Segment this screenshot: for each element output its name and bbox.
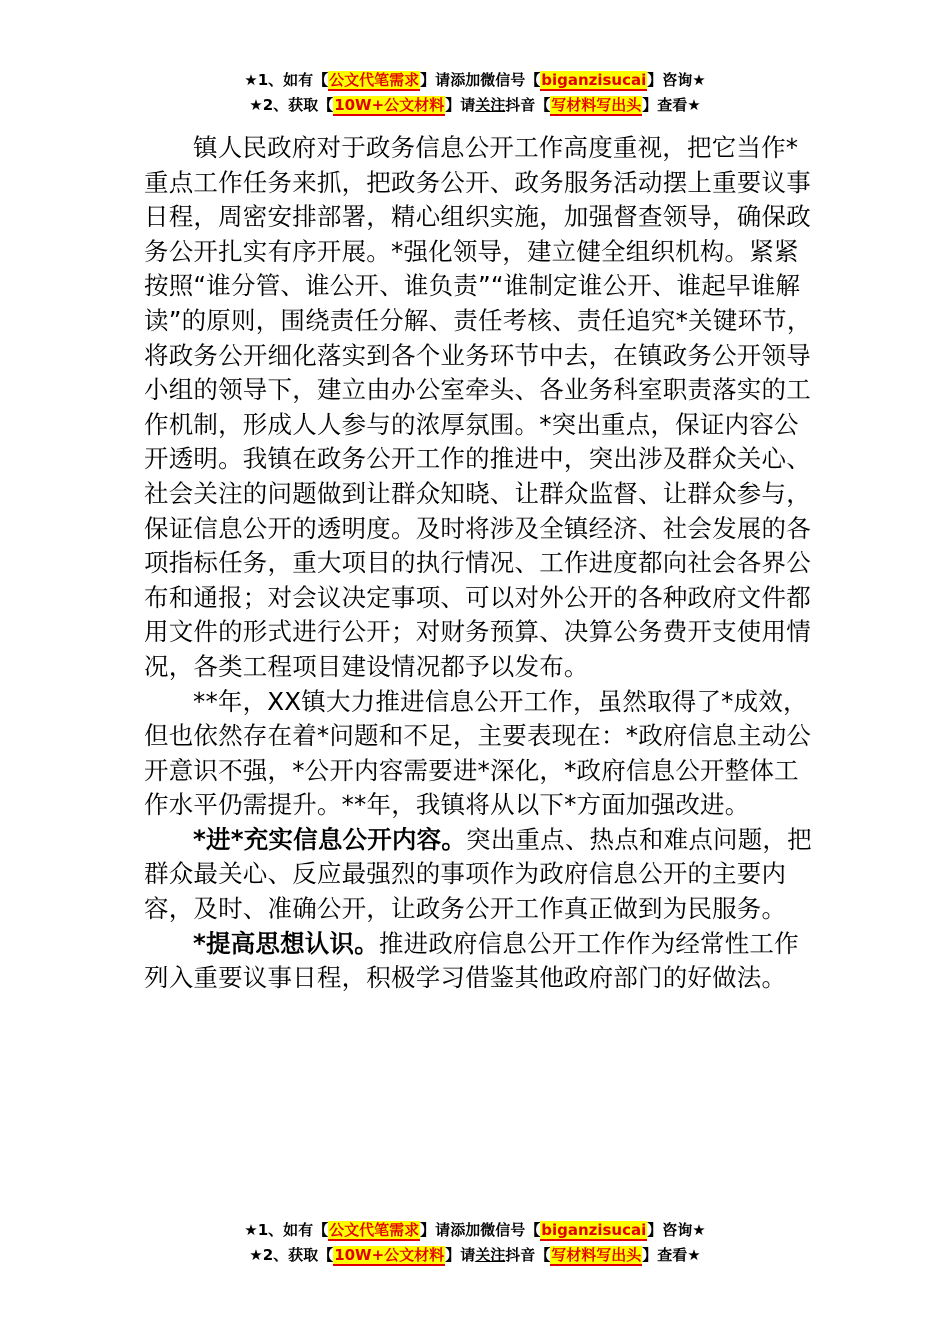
banner-text: 】请 bbox=[420, 71, 451, 89]
footer-banner bbox=[0, 1218, 950, 1268]
banner-text: 】查看★ bbox=[642, 1246, 701, 1264]
banner-text: ★1、如有【 bbox=[244, 71, 329, 89]
banner-highlight: 写材料写出头 bbox=[551, 1246, 642, 1264]
banner-highlight: 公文代笔需求 bbox=[329, 71, 420, 89]
banner-text: 】请 bbox=[420, 1221, 451, 1239]
paragraph bbox=[144, 927, 812, 996]
banner-highlight: 10W+公文材料 bbox=[334, 96, 445, 114]
banner-text: 】咨询★ bbox=[647, 1221, 706, 1239]
paragraph bbox=[144, 823, 812, 927]
banner-text: 】请 bbox=[445, 96, 476, 114]
banner-text: 】查看★ bbox=[642, 96, 701, 114]
paragraph-text: 突出重点、热点和难点问题，把群众最关心、反应最强烈的事项作为政府信息公开的主要内容，及时、准确公开，让政务公开工作真正做到为民服务。 bbox=[144, 824, 812, 924]
banner-text: 微信号【 bbox=[480, 71, 541, 89]
paragraph-text: 推进政府信息公开工作作为经常性工作列入重要议事日程，积极学习借鉴其他政府部门的好做法。 bbox=[144, 928, 799, 993]
paragraph: **年，XX镇大力推进信息公开工作，虽然取得了*成效，但也依然存在着*问题和不足，主要表现在：*政府信息主动公开意识不强，*公开内容需要进*深化，*政府信息公开整体工作水平仍需提升。**年，我镇将从以下*方面加强改进。 bbox=[144, 686, 812, 820]
banner-line-1 bbox=[0, 1218, 950, 1243]
banner-line-1 bbox=[0, 68, 950, 93]
paragraph-heading: *进*充实信息公开内容。 bbox=[193, 824, 467, 854]
paragraph-heading: *提高思想认识。 bbox=[193, 928, 379, 958]
paragraph: 镇人民政府对于政务信息公开工作高度重视，把它当作*重点工作任务来抓，把政务公开、政务服务活动摆上重要议事日程，周密安排部署，精心组织实施，加强督查领导，确保政务公开扎实有序开展。*强化领导，建立健全组织机构。紧紧按照“谁分管、谁公开、谁负责”“谁制定谁公开、谁起早谁解读”的原则，围绕责任分解、责任考核、责任追究*关键环节，将政务公开细化落实到各个业务环节中去，在镇政务公开领导小组的领导下，建立由办公室牵头、各业务科室职责落实的工作机制，形成人人参与的浓厚氛围。*突出重点，保证内容公开透明。我镇在政务公开工作的推进中，突出涉及群众关心、社会关注的问题做到让群众知晓、让群众监督、让群众参与，保证信息公开的透明度。及时将涉及全镇经济、社会发展的各项指标任务，重大项目的执行情况、工作进度都向社会各界公布和通报；对会议决定事项、可以对外公开的各种政府文件都用文件的形式进行公开；对财务预算、决算公务费开支使用情况，各类工程项目建设情况都予以发布。 bbox=[144, 133, 812, 681]
banner-text: 抖音【 bbox=[505, 96, 551, 114]
banner-text: 微信号【 bbox=[480, 1221, 541, 1239]
banner-highlight: 公文代笔需求 bbox=[329, 1221, 420, 1239]
banner-highlight: 10W+公文材料 bbox=[334, 1246, 445, 1264]
banner-line-2 bbox=[0, 1243, 950, 1268]
banner-text: 】咨询★ bbox=[647, 71, 706, 89]
banner-highlight: biganzisucai bbox=[541, 71, 647, 89]
banner-text: 添加 bbox=[450, 1221, 481, 1239]
banner-text: ★2、获取【 bbox=[249, 1246, 334, 1264]
document-body bbox=[144, 131, 812, 996]
banner-text: 关注 bbox=[475, 1246, 506, 1264]
banner-text: 添加 bbox=[450, 71, 481, 89]
banner-line-2 bbox=[0, 93, 950, 118]
banner-text: ★1、如有【 bbox=[244, 1221, 329, 1239]
banner-highlight: 写材料写出头 bbox=[551, 96, 642, 114]
banner-text: ★2、获取【 bbox=[249, 96, 334, 114]
banner-text: 抖音【 bbox=[505, 1246, 551, 1264]
header-banner bbox=[0, 68, 950, 118]
banner-text: 关注 bbox=[475, 96, 506, 114]
banner-highlight: biganzisucai bbox=[541, 1221, 647, 1239]
banner-text: 】请 bbox=[445, 1246, 476, 1264]
